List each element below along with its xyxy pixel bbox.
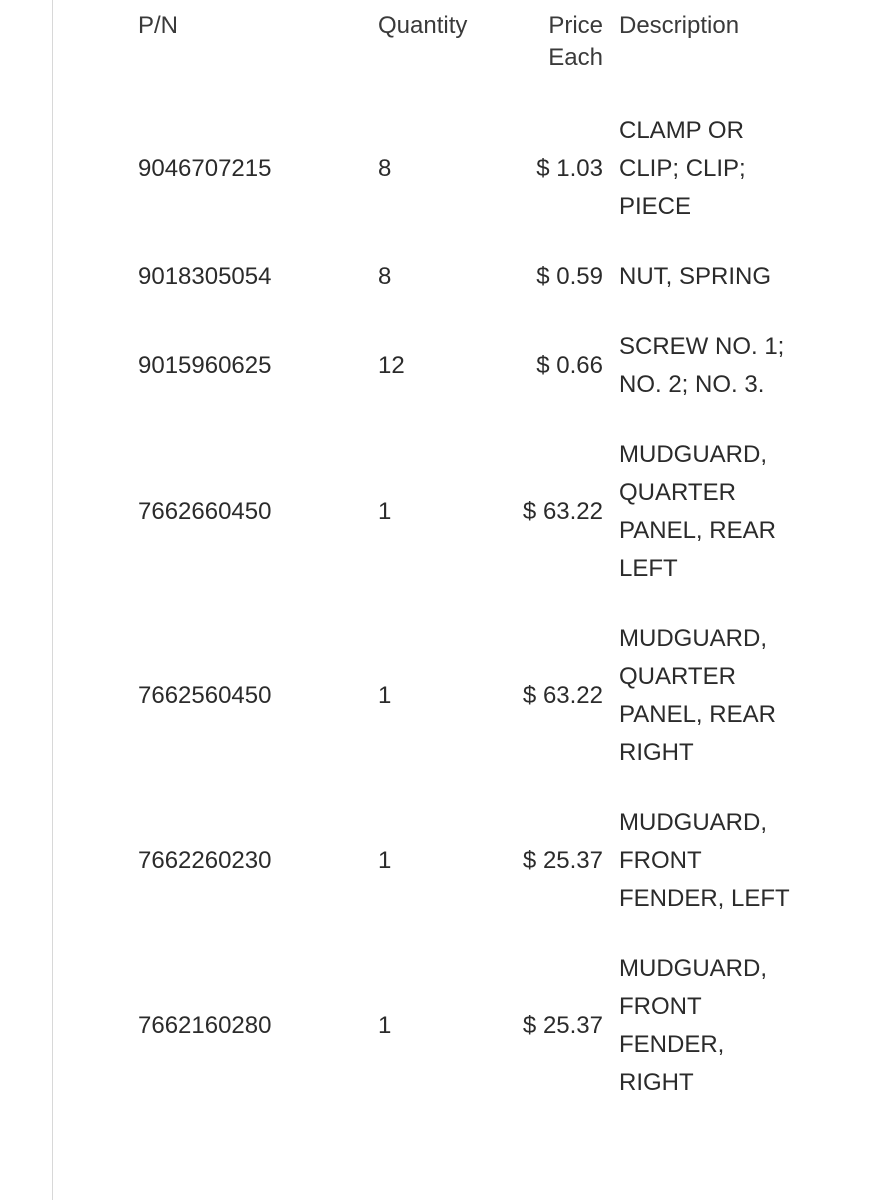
column-header-price-each: Price Each	[548, 12, 603, 71]
column-header-description: Description	[619, 12, 740, 39]
cell-pn: 7662660450	[138, 498, 272, 525]
cell-price-each: $ 0.66	[536, 352, 603, 379]
cell-description: MUDGUARD, QUARTER PANEL, REAR RIGHT	[619, 625, 776, 766]
table-header-row	[120, 0, 800, 96]
cell-pn: 7662160280	[138, 1012, 272, 1039]
cell-description: CLAMP OR CLIP; CLIP; PIECE	[619, 117, 746, 220]
cell-description: MUDGUARD, FRONT FENDER, LEFT	[619, 809, 790, 912]
table-row	[120, 420, 800, 604]
table-row	[120, 312, 800, 420]
table-header	[120, 0, 800, 96]
cell-quantity: 1	[378, 847, 392, 874]
cell-price-each: $ 1.03	[536, 155, 603, 182]
cell-price-each: $ 25.37	[522, 847, 603, 874]
cell-pn: 9018305054	[138, 263, 272, 290]
table-row	[120, 788, 800, 934]
cell-pn: 7662260230	[138, 847, 272, 874]
column-header-quantity: Quantity	[378, 12, 468, 39]
cell-description: MUDGUARD, QUARTER PANEL, REAR LEFT	[619, 441, 776, 582]
cell-quantity: 1	[378, 1012, 392, 1039]
table-row	[120, 934, 800, 1118]
table-row	[120, 242, 800, 312]
cell-pn: 9046707215	[138, 155, 272, 182]
cell-description: MUDGUARD, FRONT FENDER, RIGHT	[619, 955, 767, 1096]
cell-pn: 7662560450	[138, 682, 272, 709]
column-header-pn: P/N	[138, 12, 179, 39]
cell-quantity: 1	[378, 682, 392, 709]
cell-description: NUT, SPRING	[619, 263, 772, 290]
cell-quantity: 8	[378, 263, 392, 290]
cell-quantity: 8	[378, 155, 392, 182]
table-body	[120, 96, 800, 1118]
cell-price-each: $ 25.37	[522, 1012, 603, 1039]
cell-price-each: $ 0.59	[536, 263, 603, 290]
cell-description: SCREW NO. 1; NO. 2; NO. 3.	[619, 333, 785, 398]
cell-quantity: 1	[378, 498, 392, 525]
table-row	[120, 604, 800, 788]
parts-table	[120, 0, 800, 1118]
cell-price-each: $ 63.22	[522, 682, 603, 709]
table-row	[120, 96, 800, 242]
cell-pn: 9015960625	[138, 352, 272, 379]
cell-quantity: 12	[378, 352, 405, 379]
cell-price-each: $ 63.22	[522, 498, 603, 525]
